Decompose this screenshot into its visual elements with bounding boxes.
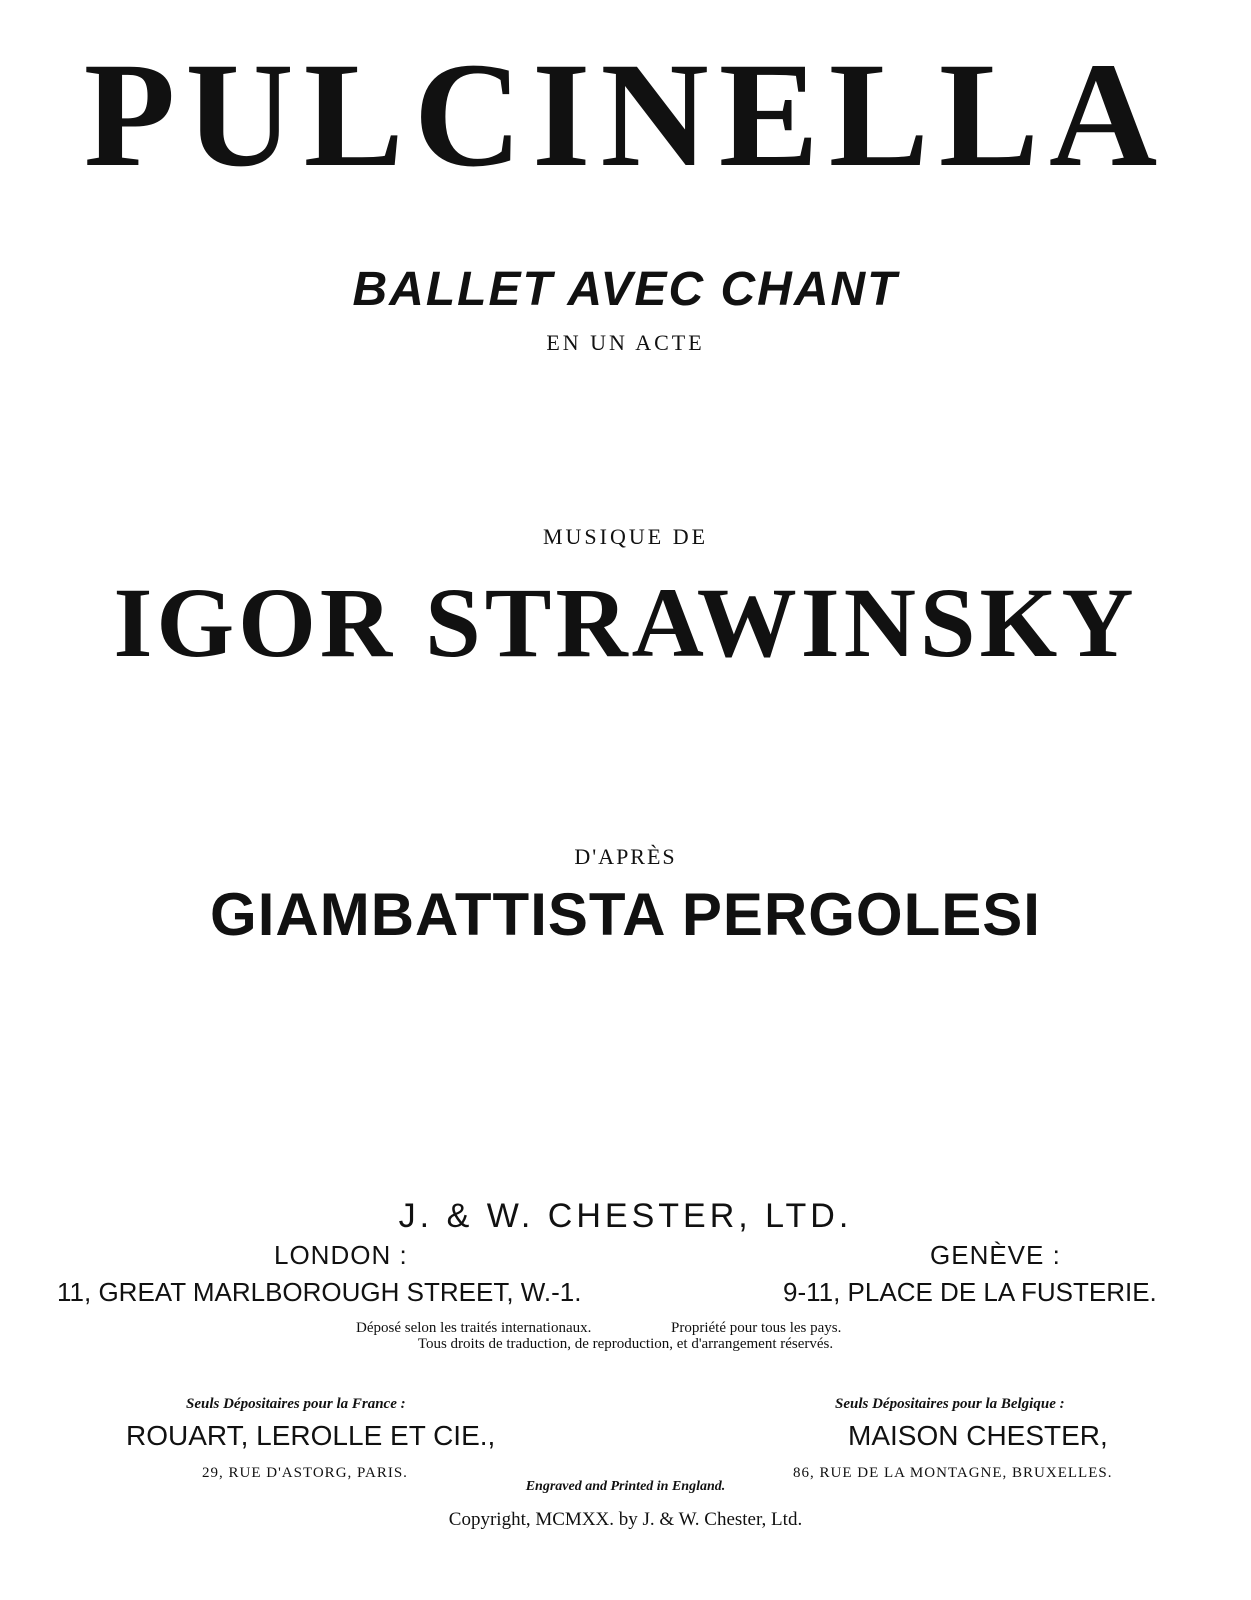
engraved-note: Engraved and Printed in England. (525, 1479, 726, 1494)
geneve-address: 9-11, PLACE DE LA FUSTERIE. (783, 1277, 1157, 1307)
work-subtitle: BALLET AVEC CHANT (352, 263, 899, 316)
publisher-name: J. & W. CHESTER, LTD. (398, 1197, 853, 1235)
belgium-depositary-name: MAISON CHESTER, (848, 1420, 1108, 1451)
acts-line: EN UN ACTE (546, 330, 705, 355)
source-composer-name: GIAMBATTISTA PERGOLESI (210, 881, 1041, 948)
france-depositary-label: Seuls Dépositaires pour la France : (186, 1396, 406, 1412)
france-depositary-address: 29, RUE D'ASTORG, PARIS. (202, 1465, 408, 1481)
belgium-depositary-address: 86, RUE DE LA MONTAGNE, BRUXELLES. (793, 1465, 1113, 1481)
notice-deposit: Déposé selon les traités internationaux. (356, 1320, 592, 1336)
london-city: LONDON : (274, 1240, 408, 1270)
music-by-label: MUSIQUE DE (542, 524, 709, 549)
copyright-line: Copyright, MCMXX. by J. & W. Chester, Ltd. (448, 1509, 803, 1530)
belgium-depositary-label: Seuls Dépositaires pour la Belgique : (835, 1396, 1065, 1412)
london-address: 11, GREAT MARLBOROUGH STREET, W.-1. (57, 1277, 582, 1307)
composer-name: IGOR STRAWINSKY (113, 567, 1138, 678)
after-label: D'APRÈS (574, 844, 677, 869)
work-title: PULCINELLA (83, 32, 1168, 198)
geneve-city: GENÈVE : (930, 1240, 1061, 1270)
france-depositary-name: ROUART, LEROLLE ET CIE., (126, 1420, 496, 1451)
notice-rights: Tous droits de traduction, de reproduction, et d'arrangement réservés. (417, 1336, 834, 1352)
notice-property: Propriété pour tous les pays. (671, 1320, 842, 1336)
